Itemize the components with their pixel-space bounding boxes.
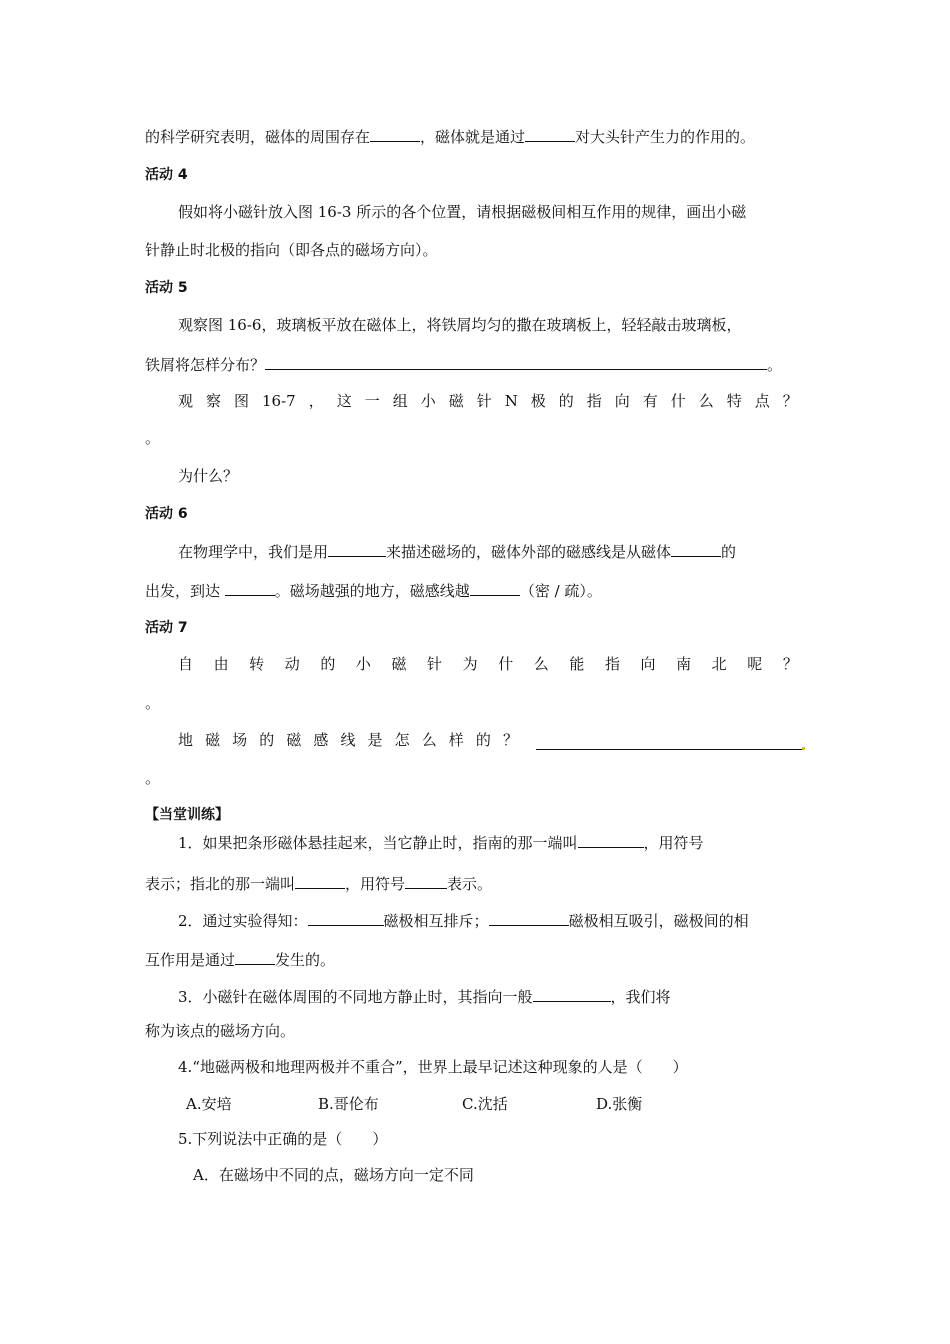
text: 。 [767, 356, 783, 374]
text: 的科学研究表明，磁体的周围存在 [145, 128, 371, 146]
char: 特 [726, 392, 742, 410]
training-q1-line1 [178, 832, 704, 853]
answer-blank[interactable] [405, 873, 447, 889]
text: ，磁体就是通过 [420, 128, 526, 146]
text: 发生的。 [275, 951, 336, 969]
char: 么 [533, 655, 549, 673]
char: 图 [234, 392, 250, 410]
text: 对大头针产生力的作用的。 [575, 128, 756, 146]
char: 小 [420, 392, 436, 410]
char: 南 [676, 655, 692, 673]
activity5-question-1 [145, 354, 782, 375]
activity7-question-2 [178, 730, 808, 750]
text: 互作用是通过 [145, 951, 236, 969]
activity7-question-2-end: 。 [145, 769, 161, 787]
char: 能 [569, 655, 585, 673]
training-q1-line2 [145, 873, 492, 894]
char: 转 [249, 655, 265, 673]
answer-blank[interactable] [533, 986, 611, 1002]
activity6-paragraph-2 [145, 580, 602, 601]
char: 小 [355, 655, 371, 673]
answer-blank[interactable] [671, 541, 721, 557]
activity5-question-3: 为什么？ [178, 467, 239, 485]
activity6-title: 活动 6 [145, 506, 188, 522]
char: 为 [462, 655, 478, 673]
char: 什 [670, 392, 686, 410]
text: （密 / 疏）。 [519, 582, 602, 600]
activity7-question-1 [178, 654, 798, 674]
text: ，我们将 [610, 988, 671, 1006]
answer-blank[interactable] [308, 910, 384, 926]
answer-blank[interactable] [295, 873, 345, 889]
training-q5: 5.下列说法中正确的是（ ） [178, 1130, 388, 1148]
answer-blank[interactable] [525, 126, 575, 142]
training-q3-line1 [178, 986, 671, 1007]
char: 场 [232, 731, 248, 749]
char: ？ [782, 392, 798, 410]
training-q2-line1 [178, 910, 749, 931]
training-q3-line2: 称为该点的磁场方向。 [145, 1022, 296, 1040]
char: 自 [178, 655, 194, 673]
answer-blank[interactable] [489, 910, 569, 926]
char: 点 [754, 392, 770, 410]
char: 这 [336, 392, 352, 410]
char: 什 [498, 655, 514, 673]
mark-dot [802, 747, 805, 750]
char: ？ [782, 655, 798, 673]
char: 向 [614, 392, 630, 410]
activity4-title: 活动 4 [145, 167, 188, 183]
text: ，用符号 [643, 834, 704, 852]
text: 磁极相互排斥； [383, 912, 489, 930]
char: 向 [640, 655, 656, 673]
char: 的 [320, 655, 336, 673]
char: 线 [340, 731, 356, 749]
char: 一 [364, 392, 380, 410]
char: 北 [711, 655, 727, 673]
training-q4-option-d[interactable]: D.张衡 [596, 1095, 643, 1113]
char: 针 [427, 655, 443, 673]
char: 16-7 [262, 392, 296, 410]
answer-blank[interactable] [578, 832, 644, 848]
text: 铁屑将怎样分布？ [145, 356, 266, 374]
training-q5-option-a[interactable]: A．在磁场中不同的点，磁场方向一定不同 [193, 1166, 474, 1184]
char: 磁 [205, 731, 221, 749]
text: 3．小磁针在磁体周围的不同地方静止时，其指向一般 [178, 988, 533, 1006]
char: 样 [448, 731, 464, 749]
char: 观 [178, 392, 194, 410]
text: 表示。 [447, 875, 493, 893]
char: 的 [558, 392, 574, 410]
activity4-paragraph-2: 针静止时北极的指向（即各点的磁场方向）。 [145, 241, 438, 259]
answer-blank[interactable] [225, 580, 275, 596]
char: 呢 [747, 655, 763, 673]
activity7-question-1-end: 。 [145, 694, 161, 712]
char: ， [308, 392, 324, 410]
training-title: 【当堂训练】 [145, 807, 229, 823]
char: 由 [213, 655, 229, 673]
training-q4: 4.“地磁两极和地理两极并不重合”，世界上最早记述这种现象的人是（ ） [178, 1058, 688, 1076]
training-q4-option-c[interactable]: C.沈括 [462, 1095, 508, 1113]
activity5-title: 活动 5 [145, 280, 188, 296]
char: 的 [259, 731, 275, 749]
text: 磁极相互吸引，磁极间的相 [568, 912, 749, 930]
answer-blank[interactable] [235, 949, 275, 965]
char: 磁 [391, 655, 407, 673]
activity5-question-2 [178, 391, 798, 411]
char: 么 [698, 392, 714, 410]
text: 表示；指北的那一端叫 [145, 875, 296, 893]
char: 针 [476, 392, 492, 410]
text: 1．如果把条形磁体悬挂起来，当它静止时，指南的那一端叫 [178, 834, 578, 852]
activity4-paragraph-1: 假如将小磁针放入图 16-3 所示的各个位置，请根据磁极间相互作用的规律，画出小磁 [178, 203, 747, 221]
char: 组 [392, 392, 408, 410]
answer-blank[interactable] [470, 580, 520, 596]
text: 2．通过实验得知： [178, 912, 308, 930]
char: N [504, 392, 518, 410]
activity7-title: 活动 7 [145, 620, 188, 636]
answer-blank[interactable] [370, 126, 420, 142]
question-text [178, 730, 518, 750]
char: 么 [421, 731, 437, 749]
activity6-paragraph-1 [178, 541, 736, 562]
char: 感 [313, 731, 329, 749]
training-q4-option-b[interactable]: B.哥伦布 [318, 1095, 379, 1113]
char: 的 [475, 731, 491, 749]
text: ，用符号 [345, 875, 406, 893]
activity3-sentence [145, 126, 755, 147]
training-q2-line2 [145, 949, 335, 970]
char: 地 [178, 731, 194, 749]
char: 磁 [286, 731, 302, 749]
char: 极 [530, 392, 546, 410]
char: 是 [367, 731, 383, 749]
text: 的 [721, 543, 737, 561]
char: 指 [586, 392, 602, 410]
char: 磁 [448, 392, 464, 410]
text: 。磁场越强的地方，磁感线越 [274, 582, 470, 600]
char: 有 [642, 392, 658, 410]
activity5-question-2-end: 。 [145, 429, 161, 447]
activity5-paragraph-1: 观察图 16-6，玻璃板平放在磁体上，将铁屑均匀的撒在玻璃板上，轻轻敲击玻璃板， [178, 316, 742, 334]
char: 察 [206, 392, 222, 410]
text: 出发，到达 [145, 582, 221, 600]
char: 指 [604, 655, 620, 673]
text: 来描述磁场的，磁体外部的磁感线是从磁体 [386, 543, 672, 561]
answer-blank[interactable] [265, 354, 767, 370]
training-q4-option-a[interactable]: A.安培 [186, 1095, 232, 1113]
answer-blank[interactable] [328, 541, 386, 557]
text: 在物理学中，我们是用 [178, 543, 329, 561]
char: ？ [502, 731, 518, 749]
char: 怎 [394, 731, 410, 749]
answer-blank[interactable] [536, 734, 802, 750]
char: 动 [284, 655, 300, 673]
